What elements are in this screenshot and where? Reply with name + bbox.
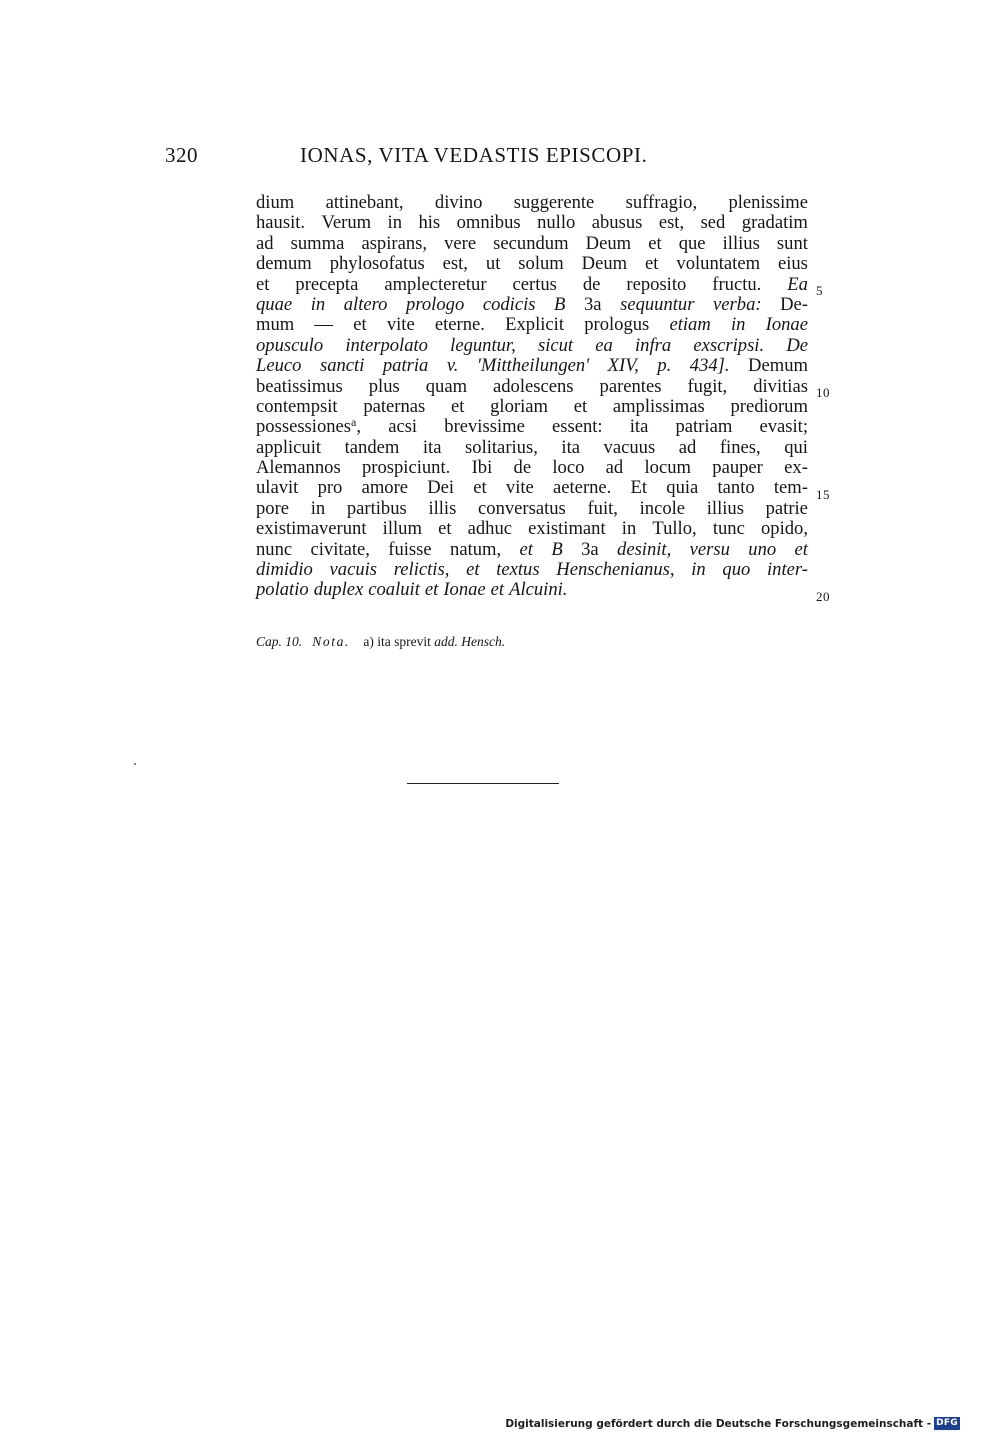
footnote-marker-label: a) xyxy=(363,634,374,649)
footnote-chapter: Cap. 10. xyxy=(256,634,303,649)
text-line: nunc civitate, fuisse natum, et B 3a desinit, versu uno et xyxy=(256,538,808,560)
text-line: dimidio vacuis relictis, et textus Henschenianus, in quo inter- xyxy=(256,559,808,581)
main-text xyxy=(256,193,808,601)
text-line: et precepta amplecteretur certus de reposito fructu. Ea xyxy=(256,273,808,295)
end-rule xyxy=(407,783,559,784)
text-line: hausit. Verum in his omnibus nullo abusus est, sed gradatim xyxy=(256,212,808,234)
line-number-20: 20 xyxy=(816,589,830,604)
running-head: IONAS, VITA VEDASTIS EPISCOPI. xyxy=(300,143,648,167)
text-line: existimaverunt illum et adhuc existimant in Tullo, tunc opido, xyxy=(256,518,808,540)
line-number-15: 15 xyxy=(816,487,830,502)
page-number: 320 xyxy=(165,143,198,167)
text-line: applicuit tandem ita solitarius, ita vacuus ad fines, qui xyxy=(256,436,808,458)
text-line: beatissimus plus quam adolescens parentes fugit, divitias xyxy=(256,375,808,397)
text-line: opusculo interpolato leguntur, sicut ea infra exscripsi. De xyxy=(256,334,808,356)
text-line: Alemannos prospiciunt. Ibi de loco ad locum pauper ex- xyxy=(256,457,808,479)
text-line: pore in partibus illis conversatus fuit, incole illius patrie xyxy=(256,497,808,519)
text-line: contempsit paternas et gloriam et amplissimas prediorum xyxy=(256,395,808,417)
text-line: ulavit pro amore Dei et vite aeterne. Et quia tanto tem- xyxy=(256,477,808,499)
digitization-credit xyxy=(505,1417,960,1430)
text-line: demum phylosofatus est, ut solum Deum et voluntatem eius xyxy=(256,253,808,275)
credit-text: Digitalisierung gefördert durch die Deutsche Forschungsgemeinschaft - xyxy=(505,1417,932,1430)
footnote xyxy=(256,634,505,650)
text-line: Leuco sancti patria v. 'Mittheilungen' XIV, p. 434]. Demum xyxy=(256,355,808,377)
text-line: quae in altero prologo codicis B 3a sequuntur verba: De- xyxy=(256,293,808,315)
footnote-marker: a xyxy=(351,415,357,430)
dfg-logo: DFG xyxy=(936,1418,958,1428)
footnote-text: ita sprevit xyxy=(377,634,431,649)
footnote-source: add. Hensch. xyxy=(434,634,506,649)
line-number-10: 10 xyxy=(816,385,830,400)
text-line: ad summa aspirans, vere secundum Deum et que illius sunt xyxy=(256,232,808,254)
margin-dot xyxy=(134,763,136,765)
footnote-nota: Nota. xyxy=(312,634,350,649)
text-line: polatio duplex coaluit et Ionae et Alcuini. xyxy=(256,579,568,601)
line-number-5: 5 xyxy=(816,283,823,298)
text-line: mum — et vite eterne. Explicit prologus etiam in Ionae xyxy=(256,314,808,336)
text-line: dium attinebant, divino suggerente suffragio, plenissime xyxy=(256,192,808,213)
text-line: possessiones$^a$, acsi brevissime essent: ita patriam evasit; xyxy=(256,415,808,438)
